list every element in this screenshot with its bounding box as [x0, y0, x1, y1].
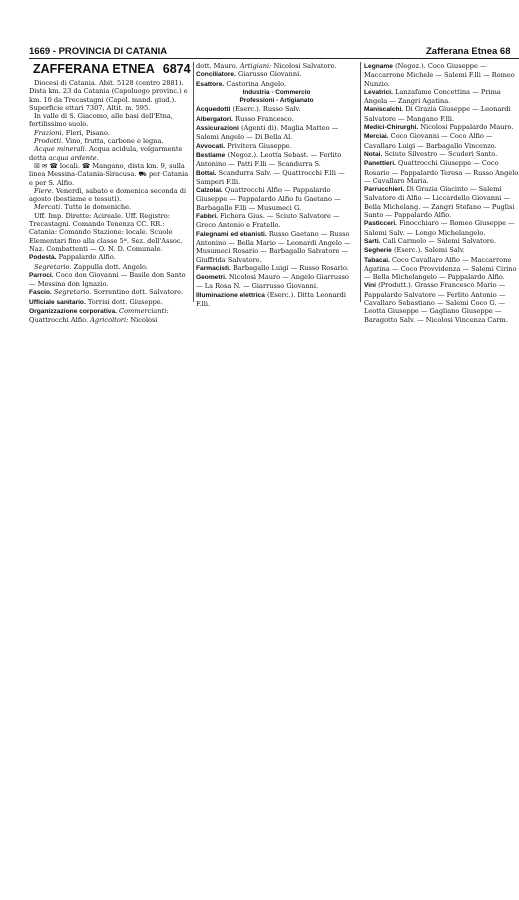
entry-text: Fichera Gius. — Sciuto Salvatore — Greco Antonio e Fratello.: [196, 212, 340, 230]
entry-text: Coco Cavallaro Alfio — Maccarrone Agatina — Coco Provvidenza — Salemi Cirino — Bella Michelangelo — Pappalardo Alfio.: [364, 255, 517, 282]
entry-text: Coco Giovanni — Coco Alfio — Cavallaro Luigi — Barbagallo Vincenzo.: [364, 132, 497, 150]
fascio-segretario-label: Segretario.: [53, 288, 92, 297]
column-2-entries: [196, 105, 357, 308]
frazioni-text: Fleri, Pisano.: [65, 128, 110, 137]
podesta-text: Pappalardo Alfio.: [58, 253, 116, 262]
entry-text: Quattrocchi Alfio — Pappalardo Giuseppe — Pappalardo Alfio fu Gaetano — Barbagallo F.lli — Musumeci G.: [196, 186, 341, 212]
directory-entry: [364, 237, 519, 246]
entry-label: Levatrici.: [364, 88, 393, 96]
uffici-text: Uff. Imp. Dirette: Acireale. Uff. Registro: Trecastagni. Comando Tenenza CC. RR.: Catania: Comando Stazione: locale. Scuole Elementari fino alla classe 5ª. Sez. dell'Assoc. Naz. Combattenti — O. N. D. Comunale.: [29, 211, 183, 253]
fascio-label: Fascio.: [29, 289, 52, 297]
fascio-entry: [29, 288, 191, 297]
parroci-text: Coco don Giovanni — Basile don Santo — Messina don Ignazio.: [29, 270, 186, 289]
entry-label: Merciai.: [364, 133, 389, 141]
town-title: [33, 62, 191, 77]
entry-label: Notai.: [364, 150, 383, 158]
entry-label: Acquedotti: [196, 106, 231, 114]
acque-label: Acque minerali.: [34, 145, 87, 154]
entry-label: Segherie: [364, 247, 392, 255]
agricoltori-text: Nicolosi: [130, 316, 158, 325]
header-rule: [29, 58, 519, 59]
entry-text: (Negoz.). Leotta Sebast. — Ferlito Antonino — Patti F.lli — Scandurra S.: [196, 150, 342, 169]
entry-text: Lanzafame Concettina — Prima Angela — Zangri Agatina.: [364, 87, 501, 106]
directory-entry: [196, 124, 357, 142]
entry-text: Barbagallo Luigi — Russo Rosario.: [232, 263, 349, 272]
directory-entry: [196, 142, 357, 151]
directory-entry: [196, 273, 357, 291]
directory-entry: [196, 115, 357, 124]
town-number: 6874: [162, 62, 191, 76]
parroci-label: Parroci.: [29, 271, 54, 279]
fiere-label: Fiere.: [34, 186, 54, 195]
entry-text: (Eserc.). Salemi Salv.: [393, 246, 465, 255]
town-name: ZAFFERANA ETNEA: [33, 62, 155, 76]
entry-text: Finocchiaro — Romeo Giuseppe — Salemi Salv. — Longo Michelangelo.: [364, 219, 515, 237]
entry-label: Medici-Chirurghi.: [364, 124, 419, 132]
entry-label: Pasticceri.: [364, 220, 397, 228]
entry-text: (Agenti di). Maglia Matteo — Salemi Angelo — Di Bella Al.: [196, 124, 339, 142]
entry-label: Bottai.: [196, 169, 217, 177]
artigiani-text: Nicolosi Salvatore.: [273, 62, 337, 70]
servizi-text: ☒ ✉ ☎ locali. ☎ Mangano, dista km. 9, sulla linea Messina-Catania-Siracusa. ⛟ per Catania e per S. Alfio.: [29, 161, 189, 187]
column-3-entries: [364, 62, 519, 324]
directory-entry: [196, 186, 357, 212]
entry-label: Maniscalchi.: [364, 106, 404, 114]
entry-text: Sciuto Silvestro — Scuderi Santo.: [384, 149, 498, 158]
artigiani-label: Artigiani:: [239, 62, 272, 70]
directory-entry: [364, 219, 519, 237]
section-subtitle: Professioni - Artigianato: [239, 97, 314, 105]
entry-text: Scandurra Salv. — Quattrocchi F.lli — Samperi F.lli.: [196, 168, 345, 186]
directory-entry: [364, 88, 519, 106]
directory-entry: [364, 281, 519, 323]
entry-label: Vini: [364, 282, 376, 290]
entry-text: Quattrocchi Giuseppe — Coco Rosario — Pappalardo Teresa — Russo Angelo — Cavallaro Maria.: [364, 159, 519, 185]
column-divider-1: [193, 62, 194, 302]
mercati-label: Mercati.: [34, 203, 63, 212]
entry-text: Russo Francesco.: [235, 114, 294, 123]
column-divider-2: [360, 62, 361, 302]
acque-italic: acqua ardente.: [48, 153, 99, 162]
section-title: Industria - Commercio: [242, 88, 311, 96]
prodotti-label: Prodotti.: [34, 137, 64, 146]
entry-text: (Produtt.). Grasso Francesco Mario — Pappalardo Salvatore — Ferlito Antonio — Cavallaro Sebastiano — Salemi Coco G. — Leotta Giuseppe — Gagliano Giuseppe — Baragotto Salv. — Nicolosi Vincenza Carm.: [364, 281, 508, 324]
frazioni-label: Frazioni.: [34, 128, 64, 137]
organizzazione-entry: [29, 307, 191, 325]
entry-label: Avvocati.: [196, 142, 226, 150]
entry-label: Falegnami ed ebanisti.: [196, 230, 267, 238]
podesta-label: Podestà.: [29, 254, 57, 262]
directory-entry: [364, 159, 519, 185]
entry-label: Calzolai.: [196, 187, 223, 195]
podesta-entry: [29, 253, 191, 262]
segretario-label: Segretario.: [34, 262, 72, 271]
entry-label: Legname: [364, 63, 393, 70]
commercianti-label: Commercianti:: [119, 307, 169, 316]
entry-label: Albergatori.: [196, 115, 234, 123]
entry-text: Nicolosi Pappalardo Mauro.: [420, 123, 514, 132]
entry-text: Di Grazia Giuseppe — Leonardi Salvatore — Mangano F.lli.: [364, 105, 511, 123]
directory-entry: [364, 123, 519, 132]
column-3: [364, 62, 519, 324]
directory-entry: [196, 212, 357, 230]
valle-text: In valle di S. Giacomo, alle basi dell'Etna, fertilissimo suolo.: [29, 112, 173, 129]
organizzazione-label: Organizzazione corporativa.: [29, 308, 117, 316]
entry-text: Di Grazia Giacinto — Salemi Salvatore di Alfio — Liccardello Giovanni — Bella Michelang. — Zangri Stefano — Puglisi Santo — Pappalardo Alfio.: [364, 185, 515, 220]
directory-entry: [364, 246, 519, 255]
directory-entry: [196, 169, 357, 187]
artigiani-entry: [196, 62, 357, 70]
entry-text: Privitera Giuseppe.: [227, 141, 292, 150]
entry-text: (Eserc.). Ditta Leonardi F.lli.: [196, 290, 347, 309]
entry-label: Assicurazioni: [196, 125, 239, 133]
column-1: [29, 62, 191, 325]
frazioni-entry: [29, 129, 191, 137]
fiere-entry: [29, 187, 191, 204]
entry-label: Panettieri.: [364, 160, 396, 168]
entry-text: Nicolosi Mauro — Angelo Giarrusso — La Rosa N. — Giarrusso Giovanni.: [196, 273, 349, 291]
directory-entry: [196, 264, 357, 273]
parroci-entry: [29, 271, 191, 289]
entry-label: Illuminazione elettrica: [196, 291, 265, 299]
entry-label: Sarti.: [364, 237, 381, 245]
entry-text: Calì Carmelo — Salemi Salvatore.: [382, 236, 496, 245]
acque-entry: [29, 145, 191, 162]
intro-text: Diocesi di Catania. Abit. 5128 (centro 2881). Dista km. 23 da Catania (Capoluogo provinc.) e km. 10 da Trecastagni (Capol. mand. giud.). Superficie ettari 7307. Altit. m. 595.: [29, 79, 188, 112]
segretario-text: Zappulla dott. Angelo.: [73, 262, 148, 271]
ufficiale-sanitario-label: Ufficiale sanitario.: [29, 298, 86, 306]
continued-text: dott. Mauro.: [196, 62, 238, 70]
entry-label: Geometri.: [196, 274, 227, 282]
mercati-text: Tutte le domeniche.: [64, 203, 132, 212]
segretario-entry: [29, 263, 191, 271]
entry-label: Tabacai.: [364, 256, 390, 264]
prodotti-text: Vino, frutta, carbone e legna.: [65, 137, 164, 146]
esattore-entry: [196, 80, 357, 89]
ufficiale-sanitario-text: Torrisi dott. Giuseppe.: [87, 297, 163, 306]
directory-entry: [196, 230, 357, 264]
acque-text: Acqua acidula, volgarmente detta: [29, 145, 183, 162]
esattore-text: Castorina Angelo.: [226, 79, 287, 88]
conciliatore-label: Conciliatore.: [196, 71, 236, 79]
entry-label: Parrucchieri.: [364, 186, 405, 194]
ufficiale-sanitario-entry: [29, 298, 191, 307]
fiere-text: Venerdì, sabato e domenica seconda di agosto (bestiame e tessuti).: [29, 186, 187, 204]
directory-entry: [364, 132, 519, 150]
prodotti-entry: [29, 137, 191, 145]
directory-entry: [364, 105, 519, 123]
commercianti-text: Quattrocchi Alfio.: [29, 316, 89, 325]
conciliatore-text: Giarusso Giovanni.: [238, 70, 302, 79]
directory-entry: [364, 150, 519, 159]
directory-entry: [196, 105, 357, 114]
entry-label: Fabbri.: [196, 213, 218, 221]
page-header-left: 1669 - PROVINCIA DI CATANIA: [29, 46, 168, 57]
agricoltori-label: Agricoltori:: [90, 316, 129, 325]
fascio-text: Sorrentino dott. Salvatore.: [93, 288, 184, 297]
entry-label: Bestiame: [196, 151, 226, 159]
directory-entry: [364, 62, 519, 88]
mercati-entry: [29, 203, 191, 211]
directory-entry: [364, 256, 519, 282]
entry-text: Russo Gaetano — Russo Antonino — Bella Mario — Leonardi Angelo — Musumeci Rosario — Barbagallo Salvatore — Giuffrida Salvatore.: [196, 229, 351, 264]
entry-text: (Eserc.). Russo Salv.: [232, 105, 301, 114]
conciliatore-entry: [196, 70, 357, 79]
esattore-label: Esattore.: [196, 80, 225, 88]
directory-entry: [196, 151, 357, 169]
entry-label: Farmacisti.: [196, 264, 231, 272]
directory-entry: [364, 185, 519, 219]
page-header-right: Zafferana Etnea 68: [426, 46, 511, 57]
column-2: [196, 62, 357, 308]
directory-entry: [196, 291, 357, 309]
entry-text: (Negoz.). Coco Giuseppe — Maccarrone Michele — Salemi F.lli — Romeo Nunzio.: [364, 62, 515, 88]
